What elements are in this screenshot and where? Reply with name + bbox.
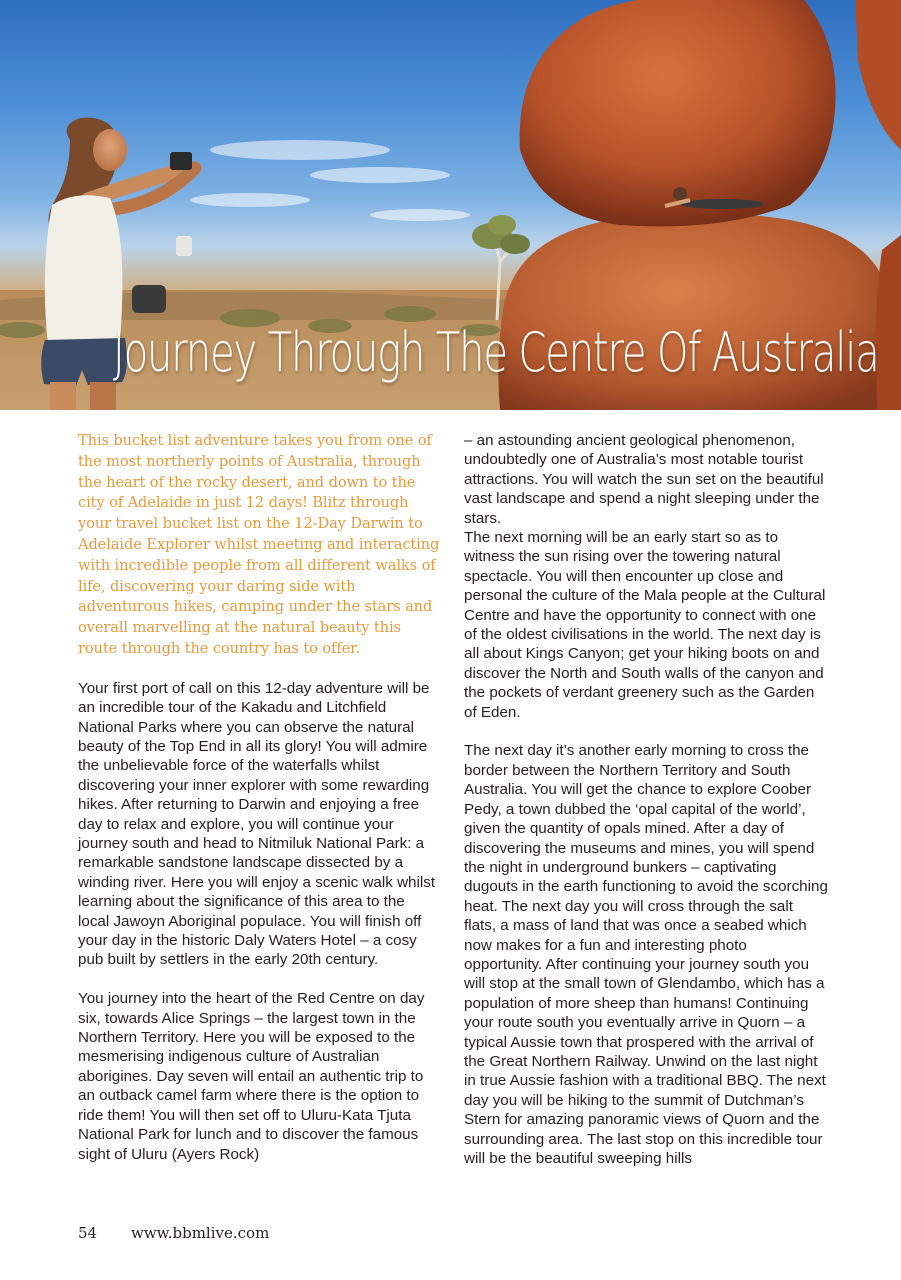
body-paragraph: You journey into the heart of the Red Centre on day six, towards Alice Springs – the largest town in the Northern Territory. Here you will be exposed to the mesmerising indigenous culture of Australian aborigines. Day seven will entail an authentic trip to an outback camel farm where there is the option to ride them! You will then set off to Uluru-Kata Tjuta National Park for lunch and to discover the famous sight of Uluru (Ayers Rock): [78, 990, 425, 1163]
article-title: Journey Through The Centre Of Australia: [113, 321, 879, 384]
website-link[interactable]: www.bbmlive.com: [131, 1224, 270, 1242]
clouds: [190, 140, 470, 221]
page-number: 54: [78, 1224, 98, 1242]
body-paragraph: – an astounding ancient geological phenomenon, undoubtedly one of Australia’s most notable tourist attractions. You will watch the sun set on the beautiful vast landscape and spend a night sleeping under the stars.: [464, 432, 824, 527]
body-paragraph: The next day it’s another early morning to cross the border between the Northern Territory and South Australia. You will get the chance to explore Coober Pedy, a town dubbed the ‘opal capital of the world’, given the quantity of opals mined. After a day of discovering the museums and mines, you will spend the night in underground bunkers – captivating dugouts in the earth functioning to avoid the scorching heat. The next day you will cross through the salt flats, a mass of land that was once a seabed which now makes for a fun and interesting photo opportunity. After continuing your journey south you will stop at the small town of Glendambo, which has a population of more sheep than humans! Continuing your route south you eventually arrive in Quorn – a typical Aussie town that prospered with the arrival of the Great Northern Railway. Unwind on the last night in true Aussie fashion with a traditional BBQ. The next day you will be hiking to the summit of Dutchman’s Stern for amazing panoramic views of Quorn and the surrounding area. The last stop on this incredible tour will be the beautiful sweeping hills: [464, 742, 828, 1168]
left-column: [78, 431, 440, 1164]
paragraph-gap: [78, 970, 440, 989]
paragraph-gap: [464, 722, 828, 741]
hero-photo: [0, 0, 901, 410]
right-column: [464, 431, 828, 1168]
body-paragraph: Your first port of call on this 12-day adventure will be an incredible tour of the Kakadu and Litchfield National Parks where you can observe the natural beauty of the Top End in all its glory! You will admire the unbelievable force of the waterfalls whilst discovering your inner explorer with some rewarding hikes. After returning to Darwin and enjoying a free day to relax and explore, you will continue your journey south and head to Nitmiluk National Park: a remarkable sandstone landscape dissected by a winding river. Here you will enjoy a scenic walk whilst learning about the significance of this area to the local Jawoyn Aboriginal populace. You will finish off your day in the historic Daly Waters Hotel – a cosy pub built by settlers in the early 20th century.: [78, 679, 436, 969]
intro-paragraph: This bucket list adventure takes you from one of the most northerly points of Australia, through the heart of the rocky desert, and down to the city of Adelaide in just 12 days! Blitz through your travel bucket list on the 12-Day Darwin to Adelaide Explorer whilst meeting and interacting with incredible people from all different walks of life, discovering your daring side with adventurous hikes, camping under the stars and overall marvelling at the natural beauty this route through the country has to offer.: [78, 432, 440, 657]
body-paragraph: The next morning will be an early start so as to witness the sun rising over the towering natural spectacle. You will then encounter up close and personal the culture of the Mala people at the Cultural Centre and have the opportunity to connect with one of the oldest civilisations in the world. The next day is all about Kings Canyon; get your hiking boots on and discover the North and South walls of the canyon and the pockets of verdant greenery such as the Garden of Eden.: [464, 529, 826, 721]
right-boulder: [855, 0, 901, 150]
